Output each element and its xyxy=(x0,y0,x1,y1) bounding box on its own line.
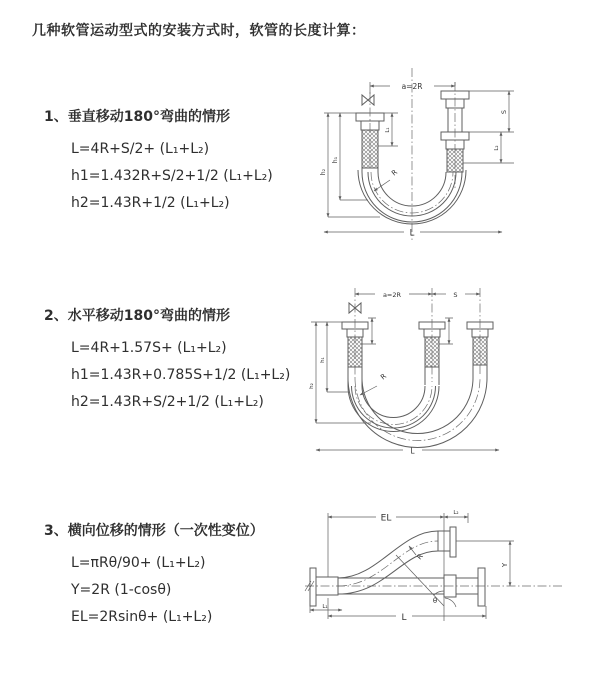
dimension-a2r xyxy=(370,82,455,94)
dim-label-y: Y xyxy=(501,562,509,568)
formula-line: h1=1.432R+S/2+1/2 (L₁+L₂) xyxy=(71,168,273,184)
diagram-lateral-displacement xyxy=(298,503,598,648)
formula-line: EL=2Rsinθ+ (L₁+L₂) xyxy=(71,609,213,625)
centerlines xyxy=(355,288,480,382)
dim-label-el: EL xyxy=(380,513,392,524)
formula-line: h1=1.43R+0.785S+1/2 (L₁+L₂) xyxy=(71,367,291,383)
braid-texture xyxy=(362,130,378,168)
dim-label-l1: L₁ xyxy=(385,127,391,133)
dim-label-r: R xyxy=(379,372,389,382)
dimension-l xyxy=(328,598,486,623)
dim-label-h2: h₂ xyxy=(309,383,315,389)
dim-label-a2r: a=2R xyxy=(382,291,402,299)
dim-label-l: L xyxy=(401,613,407,623)
dim-label-l: L xyxy=(410,446,415,456)
section-horizontal-bend xyxy=(44,305,290,416)
section-heading: 1、垂直移动180°弯曲的情形 xyxy=(44,109,230,125)
dim-label-l2: L₂ xyxy=(453,510,459,516)
right-fitting xyxy=(467,322,493,365)
left-fitting xyxy=(356,113,384,168)
hose-straight-position xyxy=(338,568,485,606)
dim-label-a2r: a=2R xyxy=(401,82,423,91)
page-title: 几种软管运动型式的安装方式时，软管的长度计算： xyxy=(32,23,366,39)
formula-line: L=4R+S/2+ (L₁+L₂) xyxy=(71,141,210,157)
hose-displaced-position xyxy=(338,527,456,594)
dimension-l xyxy=(316,447,499,456)
dim-label-h1: h₁ xyxy=(320,357,326,363)
dimension-l1 xyxy=(378,113,398,146)
dimension-a2r-s xyxy=(355,291,480,299)
dimension-s-l2 xyxy=(463,91,514,163)
dim-label-s: S xyxy=(453,291,458,299)
dimension-l1 xyxy=(310,604,342,613)
centerlines xyxy=(305,541,562,591)
dim-label-r: R xyxy=(390,168,400,178)
hose-u-bends xyxy=(348,365,487,448)
dim-label-theta: θ xyxy=(432,597,438,605)
braid-texture xyxy=(348,337,362,367)
middle-fitting xyxy=(419,322,445,367)
dim-label-l2: L₂ xyxy=(494,145,500,151)
dim-label-h2: h₂ xyxy=(320,168,327,176)
braid-texture xyxy=(425,337,439,367)
dim-label-l1: L₁ xyxy=(322,604,328,610)
formula-line: L=4R+1.57S+ (L₁+L₂) xyxy=(71,340,227,356)
formula-line: L=πRθ/90+ (L₁+L₂) xyxy=(71,555,206,571)
dim-label-l: L xyxy=(409,228,415,239)
radius-callout xyxy=(360,372,388,395)
left-fitting xyxy=(342,322,368,367)
dim-label-h1: h₁ xyxy=(332,156,339,164)
diagram-horizontal-bend xyxy=(303,282,533,460)
braid-texture xyxy=(447,149,463,172)
centerlines xyxy=(370,68,455,240)
left-flange xyxy=(310,568,338,606)
formula-line: Y=2R (1-cosθ) xyxy=(71,582,172,598)
braid-texture xyxy=(473,337,487,365)
diagram-vertical-bend xyxy=(310,60,520,258)
section-vertical-bend xyxy=(44,106,273,217)
valve-icon xyxy=(362,95,374,105)
dim-label-r: R xyxy=(415,552,425,562)
dimension-el xyxy=(328,510,468,577)
formula-line: h2=1.43R+1/2 (L₁+L₂) xyxy=(71,195,230,211)
section-heading: 2、水平移动180°弯曲的情形 xyxy=(44,308,230,324)
dimension-l xyxy=(324,229,502,239)
section-lateral-displacement xyxy=(44,520,264,631)
dim-label-s: S xyxy=(500,109,508,115)
angle-theta xyxy=(396,513,456,621)
formula-line: h2=1.43R+S/2+1/2 (L₁+L₂) xyxy=(71,394,264,410)
section-heading: 3、横向位移的情形（一次性变位） xyxy=(44,523,264,539)
